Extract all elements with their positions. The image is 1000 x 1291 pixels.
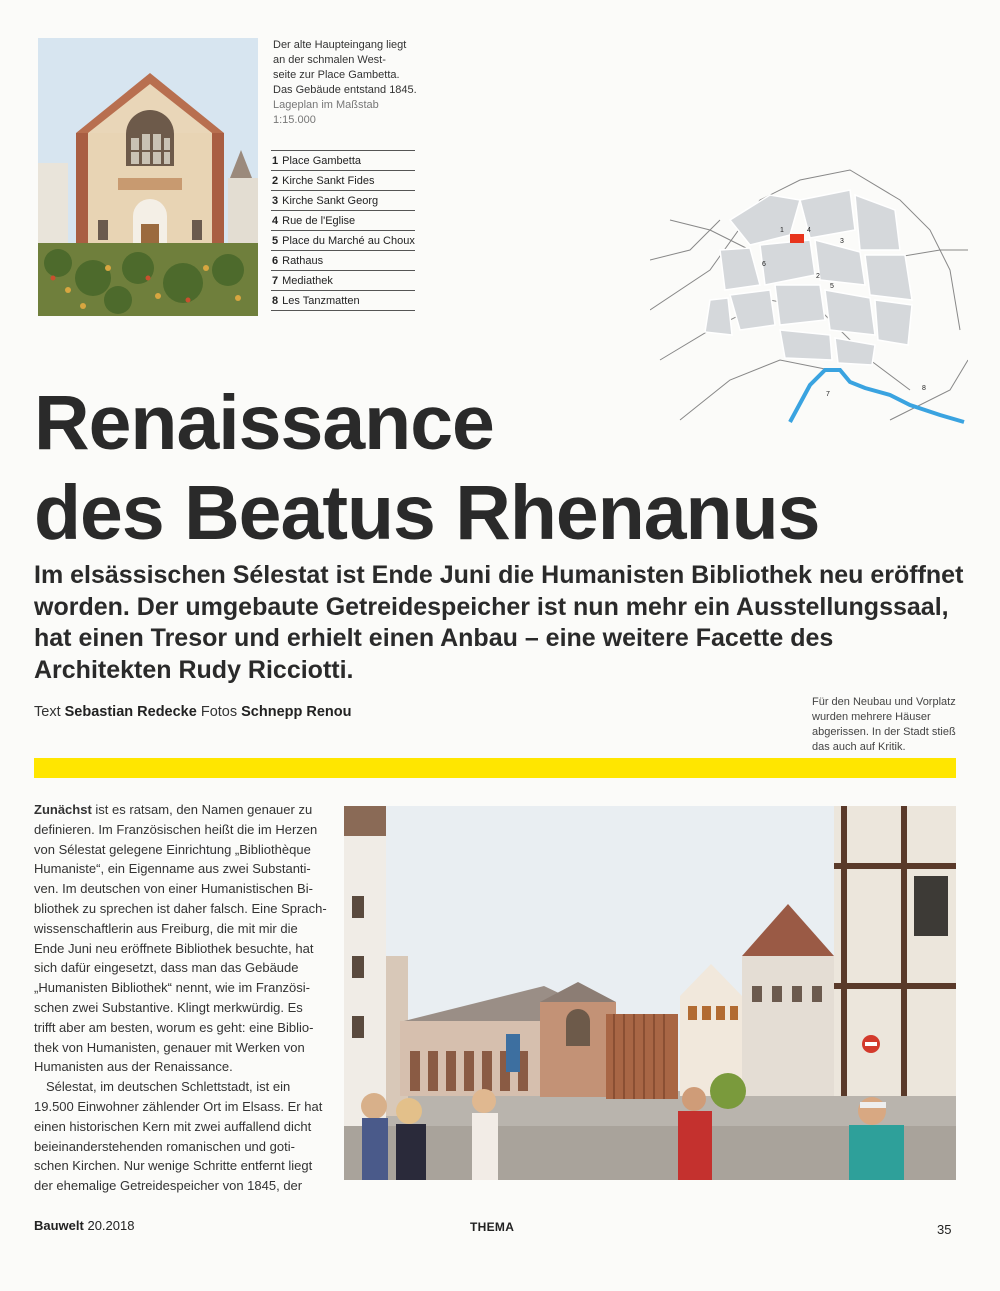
- body-line: „Humanisten Bibliothek“ nennt, wie im Französi-: [34, 980, 310, 996]
- body-line: schen zwei Substantive. Klingt merkwürdig. Es: [34, 999, 303, 1015]
- lead-paragraph: Im elsässischen Sélestat ist Ende Juni die Humanisten Bibliothek neu eröffnet worden. Der umgebaute Getreidespeicher ist nun mehr ein Ausstellungssaal, hat einen Tresor und erhielt einen Anbau – eine weitere Facette des Architekten Rudy Ricciotti.: [34, 561, 964, 684]
- legend-label: Kirche Sankt Georg: [282, 195, 379, 207]
- photo-caption-top: [273, 38, 423, 128]
- body-line: beieinanderstehenden romanischen und goti-: [34, 1138, 295, 1154]
- legend-label: Kirche Sankt Fides: [282, 175, 375, 187]
- caption-line: abgerissen. In der Stadt stieß: [812, 726, 956, 738]
- legend-label: Rue de l'Eglise: [282, 215, 356, 227]
- body-paragraph-2: [34, 1077, 334, 1196]
- body-line: Humaniste“, ein Eigenname aus zwei Substanti-: [34, 861, 311, 877]
- body-line: 19.500 Einwohner zählender Ort im Elsass. Er hat: [34, 1098, 323, 1114]
- map-label: 2: [816, 273, 820, 280]
- body-line: trifft aber am besten, worum es geht: eine Biblio-: [34, 1019, 314, 1035]
- body-line: Humanisten aus der Renaissance.: [34, 1059, 233, 1075]
- legend-item: [271, 150, 415, 170]
- caption-line: Für den Neubau und Vorplatz: [812, 696, 956, 708]
- map-label: 5: [830, 283, 834, 290]
- headline-line-2: des Beatus Rhenanus: [34, 470, 820, 556]
- map-label: 6: [762, 261, 766, 268]
- magazine-name: Bauwelt: [34, 1218, 84, 1233]
- caption-line: Lageplan im Maßstab: [273, 99, 379, 111]
- legend-item: [271, 190, 415, 210]
- legend-number: 4: [272, 215, 279, 227]
- legend-item: [271, 270, 415, 290]
- legend-label: Place du Marché au Choux: [282, 235, 415, 247]
- body-line: Ende Juni neu eröffnete Bibliothek besuchte, hat: [34, 940, 314, 956]
- legend-label: Place Gambetta: [282, 155, 361, 167]
- caption-line: 1:15.000: [273, 114, 316, 126]
- body-line: der ehemalige Getreidespeicher von 1845, der: [34, 1178, 303, 1194]
- byline: [34, 704, 352, 720]
- byline-author: Sebastian Redecke: [64, 704, 197, 720]
- legend-number: 6: [272, 255, 279, 267]
- legend-label: Rathaus: [282, 255, 324, 267]
- byline-photographer: Schnepp Renou: [241, 704, 352, 720]
- legend-label: Les Tanzmatten: [282, 295, 360, 307]
- caption-line: das auch auf Kritik.: [812, 741, 906, 753]
- body-line: einen historischen Kern mit zwei auffallend dicht: [34, 1118, 312, 1134]
- page-number: 35: [937, 1222, 952, 1237]
- town-square-photo: [344, 806, 956, 1180]
- accent-bar: [34, 758, 956, 778]
- map-label: 4: [807, 227, 811, 234]
- building-facade-photo: [38, 38, 258, 316]
- body-line: von Sélestat gelegene Einrichtung „Bibliothèque: [34, 841, 311, 857]
- map-label: 7: [826, 391, 830, 398]
- footer-section: THEMA: [470, 1220, 515, 1234]
- body-line: wissenschaftlerin aus Freiburg, die mit mir die: [34, 920, 298, 936]
- body-paragraph-1: [34, 800, 334, 1077]
- caption-line: Der alte Haupteingang liegt: [273, 39, 407, 51]
- map-label: 1: [780, 227, 784, 234]
- legend-number: 7: [272, 275, 279, 287]
- legend-item: [271, 170, 415, 190]
- legend-number: 5: [272, 235, 279, 247]
- map-legend: [271, 150, 415, 311]
- footer-magazine: [34, 1218, 134, 1233]
- caption-line: wurden mehrere Häuser: [812, 711, 931, 723]
- body-line: ven. Im deutschen von einer Humanistischen Bi-: [34, 881, 313, 897]
- body-line: schen Kirchen. Nur wenige Schritte entfernt liegt: [34, 1158, 313, 1174]
- legend-number: 2: [272, 175, 279, 187]
- headline: [34, 378, 974, 558]
- body-line: definieren. Im Französischen heißt die im Herzen: [34, 821, 318, 837]
- map-label: 8: [922, 385, 926, 392]
- body-line: ist es ratsam, den Namen genauer zu: [91, 802, 313, 817]
- legend-item: [271, 230, 415, 250]
- legend-label: Mediathek: [282, 275, 333, 287]
- legend-number: 1: [272, 155, 279, 167]
- legend-item: [271, 290, 415, 311]
- body-line: bliothek zu sprechen ist daher falsch. Eine Sprach-: [34, 900, 327, 916]
- legend-number: 8: [272, 295, 279, 307]
- headline-line-1: Renaissance: [34, 380, 494, 466]
- article-body: [34, 800, 334, 1196]
- byline-photo-label: Fotos: [200, 704, 238, 720]
- byline-text-label: Text: [34, 704, 61, 720]
- run-in-word: Zunächst: [34, 802, 92, 817]
- legend-item: [271, 210, 415, 230]
- body-line: Sélestat, im deutschen Schlettstadt, ist ein: [46, 1079, 291, 1095]
- map-label: 3: [840, 238, 844, 245]
- caption-line: Das Gebäude entstand 1845.: [273, 84, 417, 96]
- caption-line: seite zur Place Gambetta.: [273, 69, 400, 81]
- body-line: sich dafür eingesetzt, dass man das Gebäude: [34, 960, 299, 976]
- photo-caption-right: [812, 695, 962, 755]
- issue-number: 20.2018: [87, 1218, 135, 1233]
- legend-item: [271, 250, 415, 270]
- caption-line: an der schmalen West-: [273, 54, 386, 66]
- legend-number: 3: [272, 195, 279, 207]
- body-line: thek von Humanisten, genauer mit Werken von: [34, 1039, 305, 1055]
